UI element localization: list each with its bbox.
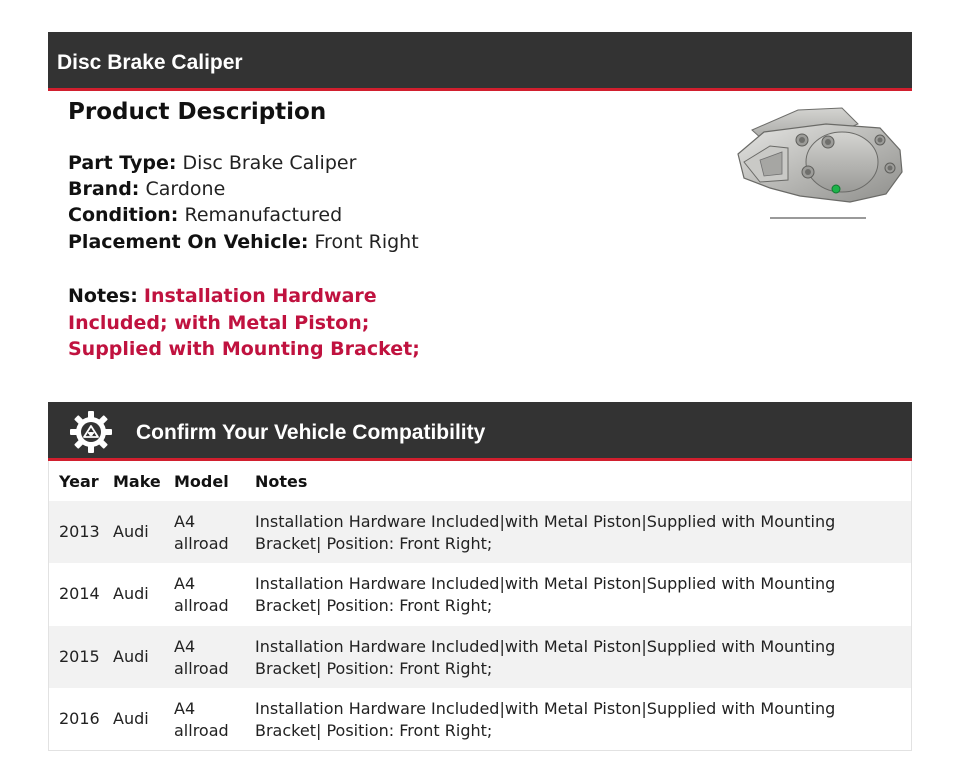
table-row (49, 626, 911, 688)
cell-model: A4 allroad (174, 637, 229, 678)
compatibility-title: Confirm Your Vehicle Compatibility (136, 421, 486, 444)
cell-notes: Installation Hardware Included|with Metal Piston|Supplied with Mounting Bracket| Position: Front Right; (255, 637, 836, 678)
compatibility-header-bar (48, 402, 912, 461)
cell-year: 2015 (59, 647, 100, 666)
spec-label: Part Type: (68, 152, 177, 174)
spec-brand (68, 176, 225, 202)
cell-year: 2016 (59, 709, 100, 728)
col-header-notes: Notes (255, 472, 308, 491)
table-row (49, 563, 911, 625)
cell-notes: Installation Hardware Included|with Metal Piston|Supplied with Mounting Bracket| Position: Front Right; (255, 512, 836, 553)
notes-label: Notes: (68, 285, 138, 307)
spec-value: Disc Brake Caliper (182, 152, 357, 174)
description-heading: Product Description (68, 99, 327, 125)
cell-year: 2013 (59, 522, 100, 541)
cell-make: Audi (113, 709, 149, 728)
cell-notes: Installation Hardware Included|with Metal Piston|Supplied with Mounting Bracket| Position: Front Right; (255, 574, 836, 615)
product-header-bar (48, 32, 912, 91)
spec-condition (68, 202, 342, 228)
col-header-model: Model (174, 472, 229, 491)
col-header-year: Year (59, 472, 99, 491)
spec-value: Front Right (314, 231, 419, 253)
cell-year: 2014 (59, 584, 100, 603)
brake-caliper-image (730, 102, 906, 224)
cell-make: Audi (113, 647, 149, 666)
cell-make: Audi (113, 522, 149, 541)
compatibility-table (48, 461, 912, 751)
spec-placement (68, 229, 419, 255)
product-title: Disc Brake Caliper (57, 51, 243, 74)
cell-model: A4 allroad (174, 699, 229, 740)
gear-icon (69, 410, 113, 454)
product-notes (68, 283, 468, 363)
spec-value: Cardone (145, 178, 226, 200)
spec-label: Condition: (68, 204, 179, 226)
cell-model: A4 allroad (174, 512, 229, 553)
cell-notes: Installation Hardware Included|with Metal Piston|Supplied with Mounting Bracket| Position: Front Right; (255, 699, 836, 740)
spec-value: Remanufactured (184, 204, 343, 226)
notes-value: Installation Hardware Included; with Metal Piston; Supplied with Mounting Bracket; (68, 285, 420, 360)
col-header-make: Make (113, 472, 161, 491)
spec-part-type (68, 150, 356, 176)
cell-make: Audi (113, 584, 149, 603)
spec-label: Placement On Vehicle: (68, 231, 309, 253)
table-row (49, 501, 911, 563)
spec-label: Brand: (68, 178, 140, 200)
table-row (49, 688, 911, 750)
cell-model: A4 allroad (174, 574, 229, 615)
